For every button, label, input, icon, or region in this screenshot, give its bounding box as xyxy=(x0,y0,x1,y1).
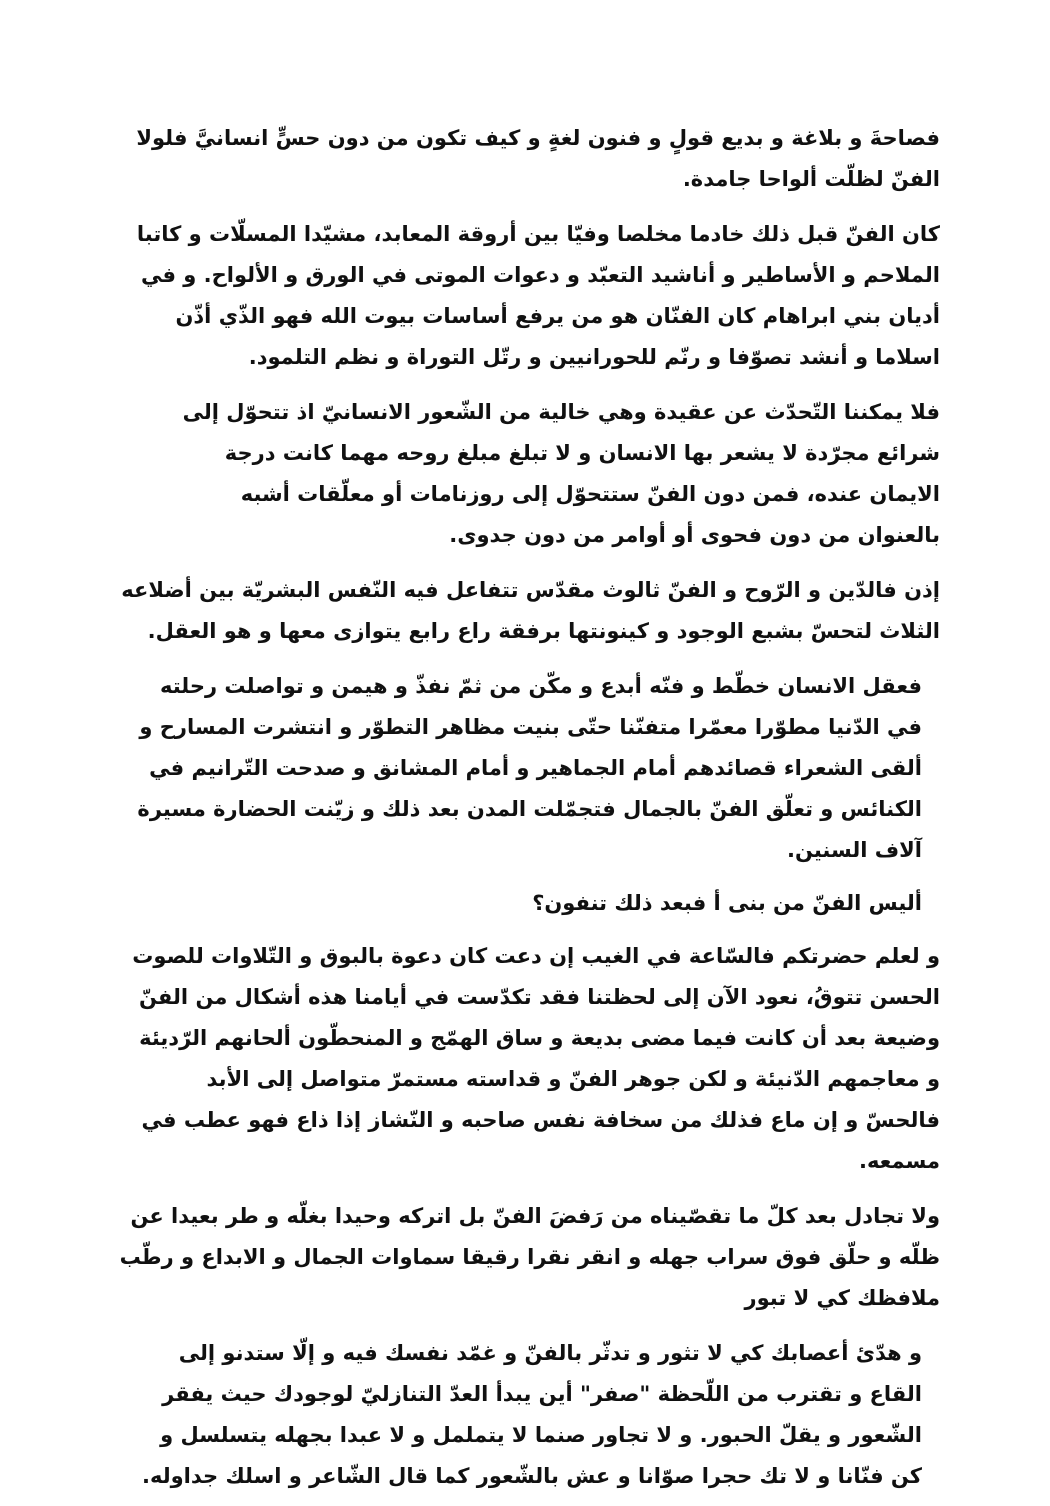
paragraph-3: فلا يمكننا التّحدّث عن عقيدة وهي خالية من الشّعور الانسانيّ اذ تتحوّل إلى شرائع مجرّدة لا يشعر بها الانسان و لا تبلغ مبلغ روحه مهما كانت درجة الايمان عنده، فمن دون الفنّ ستتحوّل إلى روزنامات أو معلّقات أشبه بالعنوان من دون فحوى أو أوامر من دون جدوى. xyxy=(182,400,940,547)
paragraph-8: ولا تجادل بعد كلّ ما تقصّيناه من رَفضَ الفنّ بل اتركه وحيدا بغلّه و طر بعيدا عن ظلّه و حلّق فوق سراب جهله و انقر نقرا رقيقا سماوات الجمال و الابداع و رطّب ملافظك كي لا تبور xyxy=(119,1204,940,1310)
paragraph-2: كان الفنّ قبل ذلك خادما مخلصا وفيّا بين أروقة المعابد، مشيّدا المسلّات و كاتبا الملاحم و الأساطير و أناشيد التعبّد و دعوات الموتى في الورق و الألواح. و في أديان بني ابراهام كان الفنّان هو من يرفع أساسات بيوت الله فهو الذّي أذّن اسلاما و أنشد تصوّفا و رنّم للحورانيين و رتّل التوراة و نظم التلمود. xyxy=(136,222,940,369)
paragraph-7: و لعلم حضرتكم فالسّاعة في الغيب إن دعت كان دعوة بالبوق و التّلاوات للصوت الحسن تتوقُ، نعود الآن إلى لحظتنا فقد تكدّست في أيامنا هذه أشكال من الفنّ وضيعة بعد أن كانت فيما مضى بديعة و ساق الهمّج و المنحطّون ألحانهم الرّديئة و معاجمهم الدّنيئة و لكن جوهر الفنّ و قداسته مستمرّ متواصل إلى الأبد فالحسّ و إن ماع فذلك من سخافة نفس صاحبه و النّشاز إذا ذاع فهو عطب في مسمعه. xyxy=(132,944,940,1173)
paragraph-1: فصاحةَ و بلاغة و بديع قولٍ و فنون لغةٍ و كيف تكون من دون حسٍّ انسانيَّ فلولا الفنّ لظلّت ألواحا جامدة. xyxy=(136,126,940,191)
paragraph-9: و هدّئ أعصابك كي لا تثور و تدثّر بالفنّ و غمّد نفسك فيه و إلّا ستدنو إلى القاع و تقترب من اللّحظة "صفر" أين يبدأ العدّ التنازليّ لوجودك حيث يفقر الشّعور و يقلّ الحبور. و لا تجاور صنما لا يتململ و لا عبدا بجهله يتسلسل و كن فنّانا و لا تك حجرا صوّانا و عش بالشّعور كما قال الشّاعر و اسلك جداوله. xyxy=(142,1341,922,1488)
document-body xyxy=(110,118,940,1497)
paragraph-6-question: أليس الفنّ من بنى أ فبعد ذلك تنفون؟ xyxy=(532,891,922,915)
paragraph-5: فعقل الانسان خطّط و فنّه أبدع و مكّن من ثمّ نفذّ و هيمن و تواصلت رحلته في الدّنيا مطوّرا معمّرا متفنّنا حتّى بنيت مظاهر التطوّر و انتشرت المسارح و ألقى الشعراء قصائدهم أمام الجماهير و أمام المشانق و صدحت التّرانيم في الكنائس و تعلّق الفنّ بالجمال فتجمّلت المدن بعد ذلك و زيّنت الحضارة مسيرة آلاف السنين. xyxy=(137,674,922,862)
paragraph-4: إذن فالدّين و الرّوح و الفنّ ثالوث مقدّس تتفاعل فيه النّفس البشريّة بين أضلاعه الثلاث لتحسّ بشبع الوجود و كينونتها برفقة راع رابع يتوازى معها و هو العقل. xyxy=(121,578,940,643)
